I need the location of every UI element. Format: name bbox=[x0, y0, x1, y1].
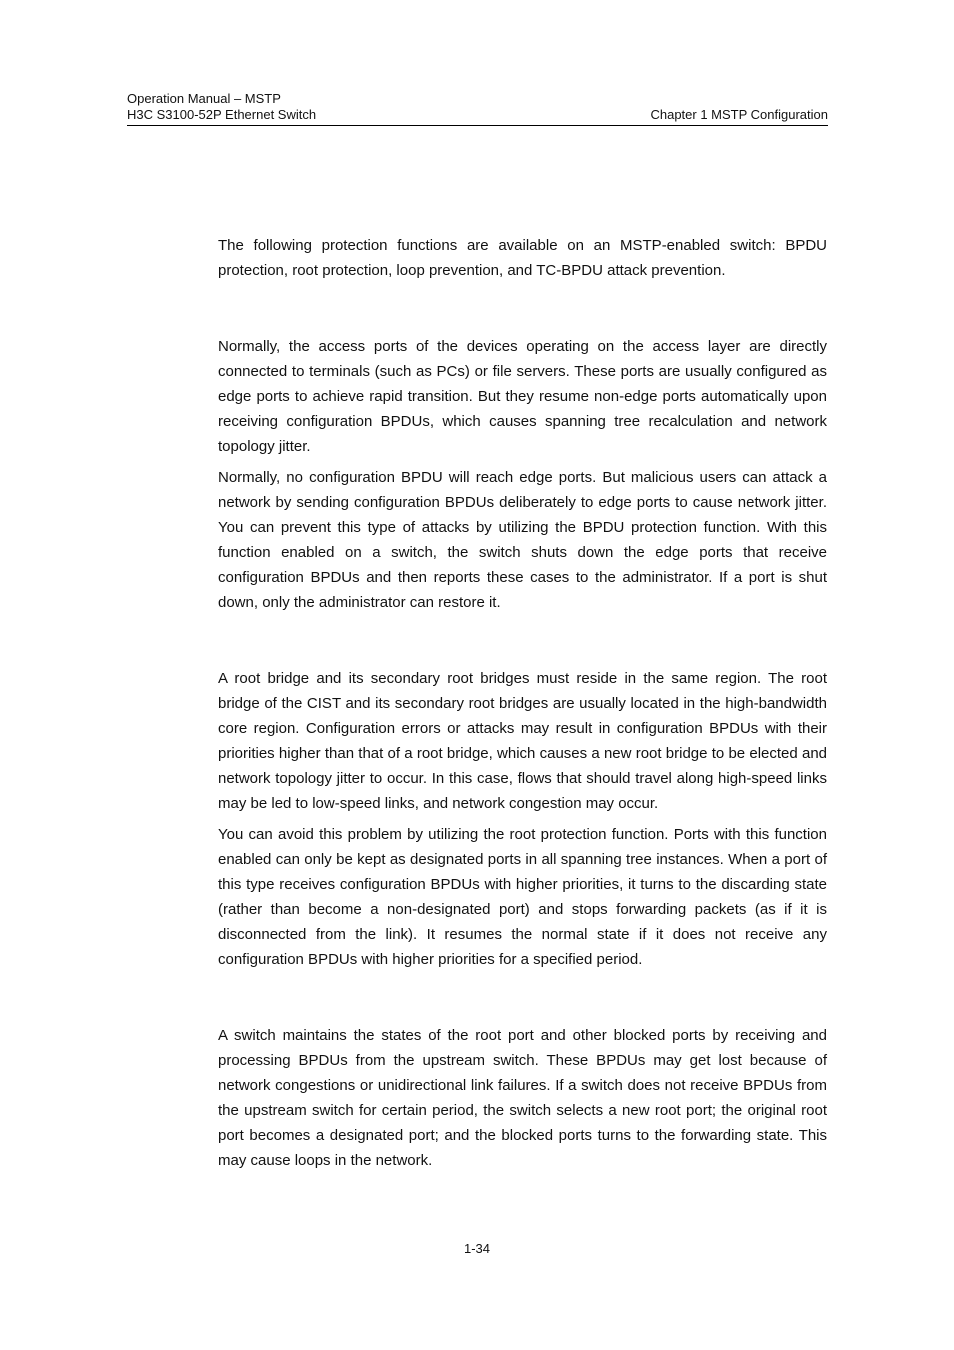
header-right bbox=[650, 107, 828, 123]
section-loop-prevention bbox=[218, 1023, 827, 1173]
paragraph: A switch maintains the states of the root port and other blocked ports by receiving and processing BPDUs from the upstream switch. These BPDUs may get lost because of network congestions or unidirectional link failures. If a switch does not receive BPDUs from the upstream switch for certain period, the switch selects a new root port; the original root port becomes a designated port; and the blocked ports turns to the forwarding state. This may cause loops in the network. bbox=[218, 1027, 827, 1169]
product-name: H3C S3100-52P Ethernet Switch bbox=[127, 107, 317, 122]
page-number: 1-34 bbox=[463, 1241, 491, 1256]
page-header bbox=[127, 91, 828, 126]
paragraph: Normally, no configuration BPDU will reach edge ports. But malicious users can attack a network by sending configuration BPDUs deliberately to edge ports to cause network jitter. You can prevent this type of attacks by utilizing the BPDU protection function. With this function enabled on a switch, the switch shuts down the edge ports that receive configuration BPDUs and then reports these cases to the administrator. If a port is shut down, only the administrator can restore it. bbox=[218, 469, 827, 611]
chapter-title: Chapter 1 MSTP Configuration bbox=[650, 107, 828, 122]
manual-title: Operation Manual – MSTP bbox=[127, 91, 281, 106]
section-protection-overview bbox=[218, 233, 827, 283]
section-bpdu-protection bbox=[218, 334, 827, 615]
paragraph: You can avoid this problem by utilizing the root protection function. Ports with this function enabled can only be kept as designated ports in all spanning tree instances. When a port of this type receives configuration BPDUs with higher priorities, it turns to the discarding state (rather than become a non-designated port) and stops forwarding packets (as if it is disconnected from the link). It resumes the normal state if it does not receive any configuration BPDUs with higher priorities for a specified period. bbox=[218, 826, 827, 968]
paragraph: Normally, the access ports of the devices operating on the access layer are directly connected to terminals (such as PCs) or file servers. These ports are usually configured as edge ports to achieve rapid transition. But they resume non-edge ports automatically upon receiving configuration BPDUs, which causes spanning tree recalculation and network topology jitter. bbox=[218, 338, 827, 455]
paragraph: A root bridge and its secondary root bridges must reside in the same region. The root bridge of the CIST and its secondary root bridges are usually located in the high-bandwidth core region. Configuration errors or attacks may result in configuration BPDUs with their priorities higher than that of a root bridge, which causes a new root bridge to be elected and network topology jitter to occur. In this case, flows that should travel along high-speed links may be led to low-speed links, and network congestion may occur. bbox=[218, 670, 827, 812]
heading-gap bbox=[218, 978, 827, 1023]
header-left bbox=[127, 91, 316, 123]
page-body bbox=[218, 233, 827, 1179]
section-root-protection bbox=[218, 666, 827, 972]
paragraph: The following protection functions are available on an MSTP-enabled switch: BPDU protection, root protection, loop prevention, and TC-BPDU attack prevention. bbox=[218, 237, 827, 279]
heading-gap bbox=[218, 289, 827, 334]
heading-gap bbox=[218, 621, 827, 666]
